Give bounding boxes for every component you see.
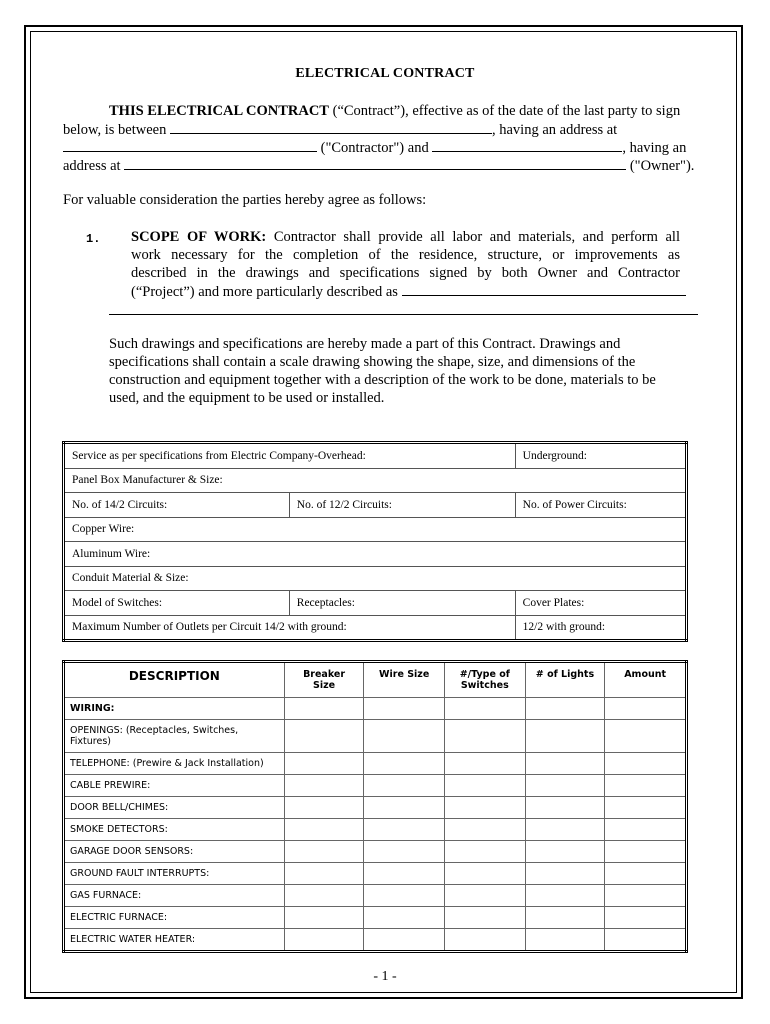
project-description-field-2[interactable] (109, 314, 698, 315)
lights-cell[interactable] (525, 720, 605, 753)
intro-line-1-text: (“Contract”), effective as of the date of the last party to sign (328, 103, 681, 119)
breaker-cell[interactable] (284, 863, 364, 885)
circuits-14-2-cell[interactable]: No. of 14/2 Circuits: (64, 493, 290, 518)
description-header: DESCRIPTION (64, 662, 285, 698)
amount-cell[interactable] (605, 753, 687, 775)
amount-cell[interactable] (605, 775, 687, 797)
intro-lead: THIS ELECTRICAL CONTRACT (109, 103, 329, 119)
num-lights-header: # of Lights (525, 662, 605, 698)
amount-cell[interactable] (605, 720, 687, 753)
with-ground-12-2-cell[interactable]: 12/2 with ground: (515, 615, 686, 641)
table-row (64, 591, 687, 616)
wire-size-cell[interactable] (364, 819, 445, 841)
scope-line-1 (131, 228, 680, 246)
section-number (86, 229, 100, 248)
copper-wire-cell[interactable]: Copper Wire: (64, 517, 687, 542)
breaker-header-line-1: Breaker (303, 669, 346, 680)
breaker-cell[interactable] (284, 819, 364, 841)
lights-cell[interactable] (525, 885, 605, 907)
amount-cell[interactable] (605, 841, 687, 863)
breaker-cell[interactable] (284, 797, 364, 819)
breaker-size-header (284, 662, 364, 698)
switches-cell[interactable] (444, 841, 525, 863)
consideration-text: For valuable consideration the parties hereby agree as follows: (63, 192, 427, 208)
table-row (64, 542, 687, 567)
wire-size-cell[interactable] (364, 753, 445, 775)
intro-line-2 (63, 120, 617, 139)
table-row (64, 468, 687, 493)
breaker-cell[interactable] (284, 885, 364, 907)
switches-cell[interactable] (444, 698, 525, 720)
amount-header: Amount (605, 662, 687, 698)
intro-line-3-mid: ("Contractor") and (317, 140, 433, 156)
type-switches-header (444, 662, 525, 698)
row-label: GARAGE DOOR SENSORS: (64, 841, 285, 863)
intro-line-3-end: , having an (622, 140, 687, 156)
table-row (64, 885, 687, 907)
service-overhead-cell[interactable]: Service as per specifications from Electric Company-Overhead: (64, 443, 516, 469)
breaker-cell[interactable] (284, 841, 364, 863)
switches-cell[interactable] (444, 885, 525, 907)
table-row (64, 566, 687, 591)
switches-cell[interactable] (444, 797, 525, 819)
scope-line-2: work necessary for the completion of the residence, structure, or improvements as (131, 247, 680, 263)
wire-size-cell[interactable] (364, 797, 445, 819)
description-table (62, 660, 688, 953)
switches-cell[interactable] (444, 929, 525, 952)
service-spec-table (62, 441, 688, 642)
wire-size-cell[interactable] (364, 929, 445, 952)
table-row (64, 753, 687, 775)
row-label: WIRING: (64, 698, 285, 720)
scope-heading: SCOPE OF WORK: (131, 229, 267, 245)
wire-size-cell[interactable] (364, 863, 445, 885)
row-label: SMOKE DETECTORS: (64, 819, 285, 841)
breaker-header-line-2: Size (313, 680, 336, 691)
section-number-text: 1. (86, 232, 101, 246)
panel-box-cell[interactable]: Panel Box Manufacturer & Size: (64, 468, 687, 493)
table-row (64, 517, 687, 542)
switches-cell[interactable] (444, 753, 525, 775)
row-label: GAS FURNACE: (64, 885, 285, 907)
switches-cell[interactable] (444, 720, 525, 753)
row-label: DOOR BELL/CHIMES: (64, 797, 285, 819)
circuits-12-2-cell[interactable]: No. of 12/2 Circuits: (289, 493, 515, 518)
max-outlets-cell[interactable]: Maximum Number of Outlets per Circuit 14/2 with ground: (64, 615, 516, 641)
switches-cell[interactable] (444, 863, 525, 885)
type-switches-line-2: Switches (460, 680, 509, 691)
contractor-address-field[interactable] (63, 138, 317, 152)
lights-cell[interactable] (525, 797, 605, 819)
wire-size-cell[interactable] (364, 841, 445, 863)
scope-line-1-text: Contractor shall provide all labor and materials, and perform all (266, 229, 680, 245)
table-row (64, 929, 687, 952)
row-label: ELECTRIC FURNACE: (64, 907, 285, 929)
row-label: CABLE PREWIRE: (64, 775, 285, 797)
owner-name-field[interactable] (432, 138, 622, 152)
amount-cell[interactable] (605, 907, 687, 929)
contractor-name-field[interactable] (170, 120, 492, 134)
intro-line-2-start: below, is between (63, 122, 170, 138)
scope-line-4-text: (“Project”) and more particularly described as (131, 284, 402, 300)
lights-cell[interactable] (525, 841, 605, 863)
conduit-cell[interactable]: Conduit Material & Size: (64, 566, 687, 591)
wire-size-cell[interactable] (364, 907, 445, 929)
scope-of-work (131, 228, 680, 301)
intro-line-4-start: address at (63, 158, 125, 174)
row-label: GROUND FAULT INTERRUPTS: (64, 863, 285, 885)
amount-cell[interactable] (605, 819, 687, 841)
table-row (64, 797, 687, 819)
intro-line-1 (109, 102, 680, 120)
table-header-row (64, 662, 687, 698)
lights-cell[interactable] (525, 929, 605, 952)
lights-cell[interactable] (525, 863, 605, 885)
amount-cell[interactable] (605, 929, 687, 952)
table-row (64, 819, 687, 841)
power-circuits-cell[interactable]: No. of Power Circuits: (515, 493, 686, 518)
lights-cell[interactable] (525, 775, 605, 797)
table-row (64, 907, 687, 929)
scope-line-3: described in the drawings and specifications signed by both Owner and Contractor (131, 265, 680, 281)
lights-cell[interactable] (525, 819, 605, 841)
table-row (64, 615, 687, 641)
table-row (64, 720, 687, 753)
wire-size-cell[interactable] (364, 775, 445, 797)
breaker-cell[interactable] (284, 753, 364, 775)
page-number: - 1 - (373, 969, 397, 984)
amount-cell[interactable] (605, 797, 687, 819)
intro-line-3 (63, 138, 686, 157)
underground-cell[interactable]: Underground: (515, 443, 686, 469)
table-row (64, 775, 687, 797)
switches-cell[interactable] (444, 819, 525, 841)
row-label: OPENINGS: (Receptacles, Switches, Fixtures) (64, 720, 285, 753)
table-row (64, 841, 687, 863)
row-label: ELECTRIC WATER HEATER: (64, 929, 285, 952)
switches-cell[interactable] (444, 907, 525, 929)
lights-cell[interactable] (525, 753, 605, 775)
intro-line-2-end: , having an address at (491, 122, 618, 138)
amount-cell[interactable] (605, 863, 687, 885)
table-row (64, 493, 687, 518)
wire-size-header: Wire Size (364, 662, 445, 698)
lights-cell[interactable] (525, 907, 605, 929)
row-label: TELEPHONE: (Prewire & Jack Installation) (64, 753, 285, 775)
type-switches-line-1: #/Type of (459, 669, 510, 680)
scope-line-4 (131, 282, 680, 301)
table-row (64, 443, 687, 469)
amount-cell[interactable] (605, 885, 687, 907)
breaker-cell[interactable] (284, 907, 364, 929)
receptacles-cell[interactable]: Receptacles: (289, 591, 515, 616)
document-title: ELECTRICAL CONTRACT (295, 66, 475, 81)
intro-line-4-end: ("Owner"). (626, 158, 695, 174)
project-description-field[interactable] (402, 282, 686, 296)
switches-cell[interactable] (444, 775, 525, 797)
lights-cell[interactable] (525, 698, 605, 720)
owner-address-field[interactable] (124, 156, 626, 170)
intro-line-4 (63, 156, 694, 175)
cover-plates-cell[interactable]: Cover Plates: (515, 591, 686, 616)
table-row (64, 698, 687, 720)
wire-size-cell[interactable] (364, 885, 445, 907)
switches-model-cell[interactable]: Model of Switches: (64, 591, 290, 616)
amount-cell[interactable] (605, 698, 687, 720)
breaker-cell[interactable] (284, 698, 364, 720)
aluminum-wire-cell[interactable]: Aluminum Wire: (64, 542, 687, 567)
table-row (64, 863, 687, 885)
drawings-paragraph: Such drawings and specifications are hereby made a part of this Contract. Drawings and specifications shall contain a scale drawing showing the shape, size, and dimensions of the construction and equipment together with a description of the work to be done, materials to be used, and the equipment to be used or installed. (109, 336, 656, 406)
breaker-cell[interactable] (284, 775, 364, 797)
wire-size-cell[interactable] (364, 698, 445, 720)
breaker-cell[interactable] (284, 720, 364, 753)
breaker-cell[interactable] (284, 929, 364, 952)
wire-size-cell[interactable] (364, 720, 445, 753)
